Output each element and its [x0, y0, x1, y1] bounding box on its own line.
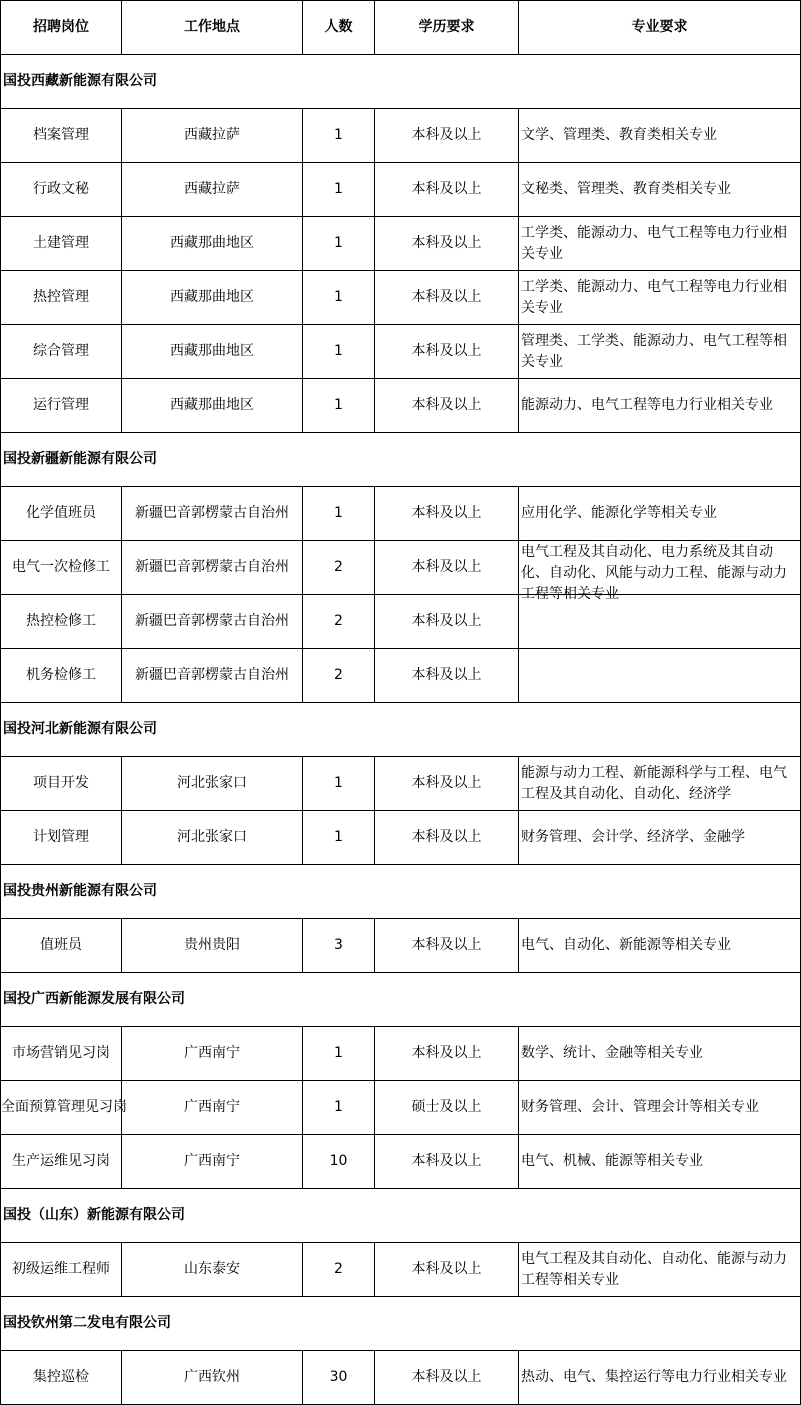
major-cell	[519, 649, 801, 703]
major-text: 电气工程及其自动化、自动化、能源与动力工程等相关专业	[521, 1250, 787, 1288]
table-row	[1, 1351, 801, 1405]
major-text: 电气、自动化、新能源等相关专业	[521, 937, 731, 953]
location-cell: 西藏拉萨	[122, 109, 303, 163]
education-cell: 本科及以上	[375, 541, 519, 595]
major-text: 工学类、能源动力、电气工程等电力行业相关专业	[521, 278, 787, 316]
count-cell: 1	[303, 163, 375, 217]
table-row	[1, 1135, 801, 1189]
position-cell: 全面预算管理见习岗	[1, 1081, 122, 1135]
position-cell: 行政文秘	[1, 163, 122, 217]
major-cell	[519, 217, 801, 271]
major-text: 文学、管理类、教育类相关专业	[521, 127, 717, 143]
location-cell: 广西南宁	[122, 1027, 303, 1081]
header-position: 招聘岗位	[1, 1, 122, 55]
location-cell: 西藏那曲地区	[122, 325, 303, 379]
table-row	[1, 163, 801, 217]
position-cell: 机务检修工	[1, 649, 122, 703]
table-row	[1, 595, 801, 649]
count-cell: 1	[303, 487, 375, 541]
company-name: 国投西藏新能源有限公司	[1, 55, 801, 109]
education-cell: 本科及以上	[375, 271, 519, 325]
table-row	[1, 811, 801, 865]
count-cell: 2	[303, 649, 375, 703]
location-cell: 河北张家口	[122, 811, 303, 865]
company-row	[1, 973, 801, 1027]
count-cell: 10	[303, 1135, 375, 1189]
education-cell: 本科及以上	[375, 1135, 519, 1189]
education-cell: 本科及以上	[375, 379, 519, 433]
count-cell: 1	[303, 217, 375, 271]
header-education: 学历要求	[375, 1, 519, 55]
position-cell: 档案管理	[1, 109, 122, 163]
major-text: 能源与动力工程、新能源科学与工程、电气工程及其自动化、自动化、经济学	[521, 764, 787, 802]
location-cell: 山东泰安	[122, 1243, 303, 1297]
count-cell: 1	[303, 379, 375, 433]
company-row	[1, 1189, 801, 1243]
position-cell: 生产运维见习岗	[1, 1135, 122, 1189]
location-cell: 广西南宁	[122, 1135, 303, 1189]
count-cell: 1	[303, 757, 375, 811]
education-cell: 本科及以上	[375, 919, 519, 973]
table-row	[1, 487, 801, 541]
table-row	[1, 1027, 801, 1081]
major-cell	[519, 811, 801, 865]
company-row	[1, 433, 801, 487]
count-cell: 1	[303, 325, 375, 379]
company-name: 国投（山东）新能源有限公司	[1, 1189, 801, 1243]
table-row	[1, 541, 801, 595]
position-cell: 初级运维工程师	[1, 1243, 122, 1297]
location-cell: 广西钦州	[122, 1351, 303, 1405]
table-row	[1, 379, 801, 433]
count-cell: 2	[303, 541, 375, 595]
education-cell: 本科及以上	[375, 163, 519, 217]
count-cell: 30	[303, 1351, 375, 1405]
education-cell: 本科及以上	[375, 325, 519, 379]
major-cell	[519, 109, 801, 163]
table-row	[1, 271, 801, 325]
major-cell	[519, 487, 801, 541]
count-cell: 1	[303, 1027, 375, 1081]
count-cell: 3	[303, 919, 375, 973]
location-cell: 西藏那曲地区	[122, 217, 303, 271]
education-cell: 本科及以上	[375, 1027, 519, 1081]
major-text: 数学、统计、金融等相关专业	[521, 1045, 703, 1061]
table-row	[1, 325, 801, 379]
major-cell	[519, 757, 801, 811]
count-cell: 2	[303, 595, 375, 649]
table-body	[1, 55, 801, 1405]
major-text: 应用化学、能源化学等相关专业	[521, 505, 717, 521]
count-cell: 1	[303, 271, 375, 325]
location-cell: 新疆巴音郭楞蒙古自治州	[122, 487, 303, 541]
header-major: 专业要求	[519, 1, 801, 55]
table-row	[1, 109, 801, 163]
major-text: 能源动力、电气工程等电力行业相关专业	[521, 397, 773, 413]
position-cell: 热控管理	[1, 271, 122, 325]
major-text: 热动、电气、集控运行等电力行业相关专业	[521, 1369, 787, 1385]
company-name: 国投贵州新能源有限公司	[1, 865, 801, 919]
company-name: 国投河北新能源有限公司	[1, 703, 801, 757]
position-cell: 值班员	[1, 919, 122, 973]
education-cell: 本科及以上	[375, 109, 519, 163]
company-row	[1, 1297, 801, 1351]
position-cell: 电气一次检修工	[1, 541, 122, 595]
location-cell: 贵州贵阳	[122, 919, 303, 973]
education-cell: 本科及以上	[375, 595, 519, 649]
position-cell: 土建管理	[1, 217, 122, 271]
major-text: 电气、机械、能源等相关专业	[521, 1153, 703, 1169]
count-cell: 1	[303, 109, 375, 163]
position-cell: 市场营销见习岗	[1, 1027, 122, 1081]
major-cell	[519, 325, 801, 379]
count-cell: 2	[303, 1243, 375, 1297]
header-location: 工作地点	[122, 1, 303, 55]
position-cell: 热控检修工	[1, 595, 122, 649]
major-text: 财务管理、会计学、经济学、金融学	[521, 829, 745, 845]
location-cell: 河北张家口	[122, 757, 303, 811]
location-cell: 西藏那曲地区	[122, 379, 303, 433]
table-row	[1, 1081, 801, 1135]
location-cell: 新疆巴音郭楞蒙古自治州	[122, 595, 303, 649]
major-cell	[519, 1351, 801, 1405]
company-row	[1, 865, 801, 919]
major-cell	[519, 1243, 801, 1297]
education-cell: 本科及以上	[375, 1351, 519, 1405]
major-cell	[519, 1135, 801, 1189]
company-row	[1, 703, 801, 757]
major-text: 文秘类、管理类、教育类相关专业	[521, 181, 731, 197]
company-name: 国投新疆新能源有限公司	[1, 433, 801, 487]
education-cell: 本科及以上	[375, 649, 519, 703]
education-cell: 本科及以上	[375, 1243, 519, 1297]
position-cell: 集控巡检	[1, 1351, 122, 1405]
major-text: 电气工程及其自动化、电力系统及其自动化、自动化、风能与动力工程、能源与动力工程等相关专业	[521, 544, 787, 602]
location-cell: 西藏那曲地区	[122, 271, 303, 325]
major-cell	[519, 271, 801, 325]
major-text: 财务管理、会计、管理会计等相关专业	[521, 1099, 759, 1115]
table-row	[1, 757, 801, 811]
major-cell	[519, 1027, 801, 1081]
company-name: 国投广西新能源发展有限公司	[1, 973, 801, 1027]
location-cell: 广西南宁	[122, 1081, 303, 1135]
position-cell: 计划管理	[1, 811, 122, 865]
table-row	[1, 217, 801, 271]
location-cell: 新疆巴音郭楞蒙古自治州	[122, 649, 303, 703]
major-cell	[519, 379, 801, 433]
header-count: 人数	[303, 1, 375, 55]
table-row	[1, 649, 801, 703]
education-cell: 本科及以上	[375, 811, 519, 865]
company-name: 国投钦州第二发电有限公司	[1, 1297, 801, 1351]
education-cell: 硕士及以上	[375, 1081, 519, 1135]
major-cell	[519, 163, 801, 217]
major-text: 管理类、工学类、能源动力、电气工程等相关专业	[521, 332, 787, 370]
education-cell: 本科及以上	[375, 487, 519, 541]
company-row	[1, 55, 801, 109]
position-cell: 运行管理	[1, 379, 122, 433]
location-cell: 新疆巴音郭楞蒙古自治州	[122, 541, 303, 595]
count-cell: 1	[303, 811, 375, 865]
education-cell: 本科及以上	[375, 757, 519, 811]
position-cell: 综合管理	[1, 325, 122, 379]
major-cell	[519, 1081, 801, 1135]
header-row	[1, 1, 801, 55]
position-cell: 化学值班员	[1, 487, 122, 541]
education-cell: 本科及以上	[375, 217, 519, 271]
location-cell: 西藏拉萨	[122, 163, 303, 217]
major-text: 工学类、能源动力、电气工程等电力行业相关专业	[521, 224, 787, 262]
table-row	[1, 919, 801, 973]
count-cell: 1	[303, 1081, 375, 1135]
major-cell	[519, 919, 801, 973]
position-cell: 项目开发	[1, 757, 122, 811]
table-row	[1, 1243, 801, 1297]
major-cell	[519, 541, 801, 602]
